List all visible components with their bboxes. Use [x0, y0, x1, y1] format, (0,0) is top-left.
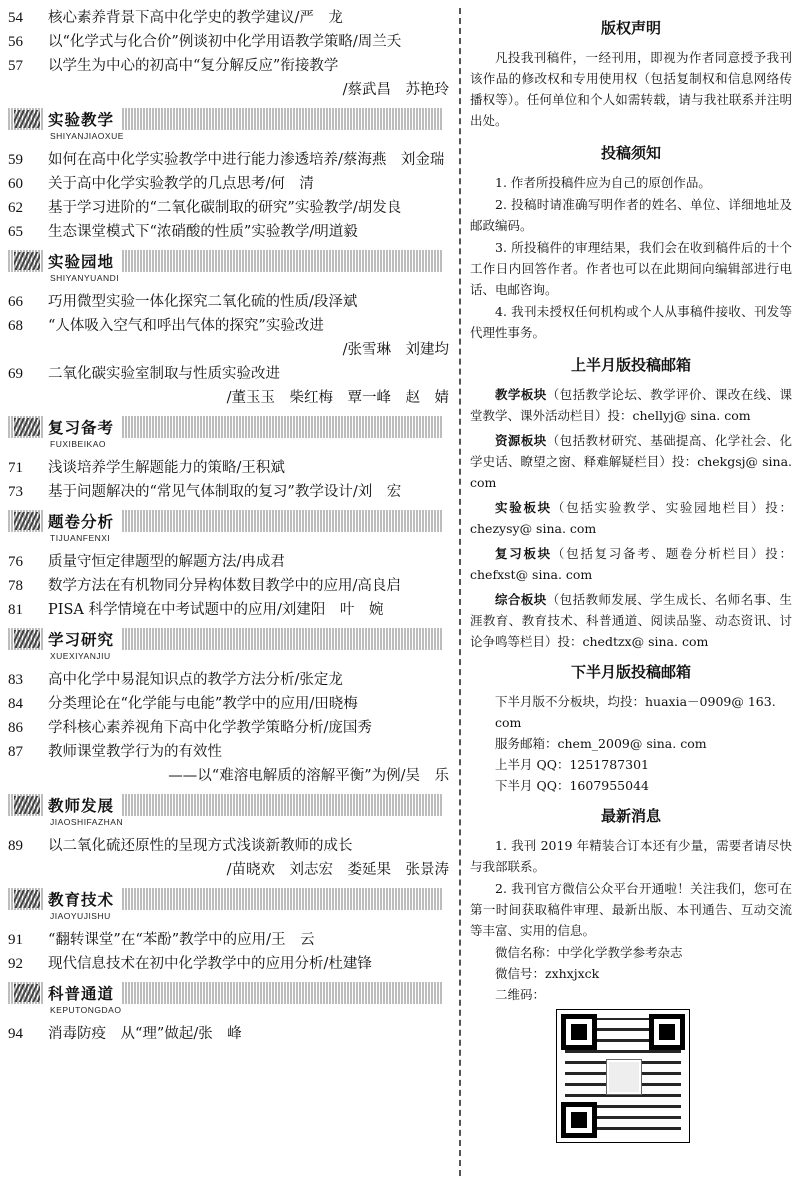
copyright-heading: 版权声明: [600, 19, 661, 37]
section-stripe-icon: [14, 984, 40, 1002]
toc-entry[interactable]: [8, 928, 453, 952]
section-header: [8, 882, 453, 928]
article-title: 质量守恒定律题型的解题方法/冉成君: [48, 554, 285, 570]
mailbox-label: 资源板块: [495, 433, 547, 448]
article-title: 现代信息技术在初中化学教学中的应用分析/杜建锋: [48, 956, 372, 972]
mailbox-entry[interactable]: [470, 589, 792, 652]
qr-code-label: 二维码：: [495, 987, 546, 1002]
article-title: 生态课堂模式下“浓硝酸的性质”实验教学/明道毅: [48, 224, 358, 240]
section-header: [8, 244, 453, 290]
toc-entry[interactable]: [8, 456, 453, 480]
mailbox-entry[interactable]: [470, 497, 792, 539]
article-title: 浅谈培养学生解题能力的策略/王积斌: [48, 460, 285, 476]
submission-notice-heading: 投稿须知: [600, 144, 661, 162]
section-pinyin: SHIYANJIAOXUE: [50, 131, 124, 141]
table-of-contents: [8, 6, 453, 1046]
article-authors: /董玉玉 柴红梅 覃一峰 赵 婧: [226, 390, 449, 406]
qr-finder-icon: [649, 1014, 685, 1050]
toc-entry[interactable]: [8, 952, 453, 976]
section-stripe-icon: [14, 418, 40, 436]
article-title: 教师课堂教学行为的有效性: [48, 744, 222, 760]
article-title: “人体吸入空气和呼出气体的探究”实验改进: [48, 318, 324, 334]
article-title: 如何在高中化学实验教学中进行能力渗透培养/蔡海燕 刘金瑞: [48, 152, 445, 168]
section-title: 教育技术: [44, 888, 122, 910]
notice-item: 3. 所投稿件的审理结果，我们会在收到稿件后的十个工作日内回答作者。作者也可以在此期间向编辑部进行电话、电邮咨询。: [470, 240, 792, 297]
page-number: 73: [8, 484, 23, 500]
page-number: 54: [8, 10, 23, 26]
section-title: 学习研究: [44, 628, 122, 650]
section-pinyin: SHIYANYUANDI: [50, 273, 120, 283]
section-stripe-icon: [14, 252, 40, 270]
section-header: [8, 102, 453, 148]
mailbox-label: 复习板块: [495, 546, 552, 561]
notice-item: 1. 作者所投稿件应为自己的原创作品。: [495, 175, 711, 190]
section-pinyin: KEPUTONGDAO: [50, 1005, 122, 1015]
article-title: 巧用微型实验一体化探究二氧化硫的性质/段泽斌: [48, 294, 358, 310]
page-number: 86: [8, 720, 23, 736]
article-authors: /苗晓欢 刘志宏 娄延果 张景涛: [226, 862, 449, 878]
contact-line[interactable]: 服务邮箱：chem_2009@ sina. com: [495, 736, 707, 751]
contact-line: 下半月 QQ：1607955044: [495, 778, 649, 793]
wechat-name: 微信名称：中学化学教学参考杂志: [495, 945, 683, 960]
notice-item: 4. 我刊未授权任何机构或个人从事稿件接收、刊发等代理性事务。: [470, 304, 792, 340]
article-title: 以二氧化硫还原性的呈现方式浅谈新教师的成长: [48, 838, 353, 854]
qr-code-image[interactable]: [556, 1009, 690, 1143]
page-number: 69: [8, 366, 23, 382]
article-title: 数学方法在有机物同分异构体数目教学中的应用/高良启: [48, 578, 401, 594]
article-title: 消毒防疫 从“理”做起/张 峰: [48, 1026, 242, 1042]
mailbox-text: （包括实验教学、实验园地栏目）投：chezysy@ sina. com: [470, 500, 792, 536]
first-half-mailbox-heading: 上半月版投稿邮箱: [570, 356, 691, 374]
article-title: 学科核心素养视角下高中化学教学策略分析/庞国秀: [48, 720, 372, 736]
toc-entry[interactable]: [8, 692, 453, 716]
page-number: 65: [8, 224, 23, 240]
qr-finder-icon: [561, 1014, 597, 1050]
article-title: 以学生为中心的初高中“复分解反应”衔接教学: [48, 58, 339, 74]
mailbox-text: （包括教师发展、学生成长、名师名事、生涯教育、教育技术、科普通道、阅读品鉴、动态资讯、讨论争鸣等栏目）投：chedtzx@ sina. com: [470, 592, 792, 649]
toc-entry[interactable]: [8, 362, 453, 386]
toc-entry[interactable]: [8, 716, 453, 740]
article-title: 核心素养背景下高中化学史的教学建议/严 龙: [48, 10, 343, 26]
toc-entry[interactable]: [8, 220, 453, 244]
section-pinyin: XUEXIYANJIU: [50, 651, 111, 661]
mailbox-text: （包括教材研究、基础提高、化学社会、化学史话、瞭望之窗、释难解疑栏目）投：chekgsj@ sina. com: [470, 433, 792, 490]
news-heading: 最新消息: [600, 807, 661, 825]
mailbox-entry[interactable]: [470, 543, 792, 585]
toc-entry[interactable]: [8, 598, 453, 622]
toc-entry[interactable]: [8, 668, 453, 692]
section-pinyin: FUXIBEIKAO: [50, 439, 107, 449]
section-stripe-icon: [14, 890, 40, 908]
article-authors: /蔡武昌 苏艳玲: [342, 82, 449, 98]
page-number: 60: [8, 176, 23, 192]
page-number: 76: [8, 554, 23, 570]
section-header: [8, 410, 453, 456]
article-title: 关于高中化学实验教学的几点思考/何 清: [48, 176, 314, 192]
page-number: 68: [8, 318, 23, 334]
article-title: 以“化学式与化合价”例谈初中化学用语教学策略/周兰夭: [48, 34, 402, 50]
news-item: 2. 我刊官方微信公众平台开通啦！关注我们，您可在第一时间获取稿件审理、最新出版、本刊通告、互动交流等丰富、实用的信息。: [470, 881, 792, 938]
article-title: 基于问题解决的“常见气体制取的复习”教学设计/刘 宏: [48, 484, 402, 500]
column-divider: [459, 8, 461, 1176]
wechat-id: 微信号：zxhxjxck: [495, 966, 600, 981]
article-title: “翻转课堂”在“苯酚”教学中的应用/王 云: [48, 932, 315, 948]
toc-entry[interactable]: [8, 172, 453, 196]
page-number: 78: [8, 578, 23, 594]
article-subtitle: ——以“难溶电解质的溶解平衡”为例/吴 乐: [168, 768, 449, 784]
contact-line[interactable]: 下半月版不分板块，均投：huaxia－0909@ 163. com: [495, 694, 776, 730]
article-authors: /张雪琳 刘建均: [342, 342, 449, 358]
mailbox-label: 综合板块: [495, 592, 547, 607]
section-title: 实验园地: [44, 250, 122, 272]
page-number: 59: [8, 152, 23, 168]
toc-entry[interactable]: [8, 196, 453, 220]
page-number: 71: [8, 460, 23, 476]
article-title: PISA 科学情境在中考试题中的应用/刘建阳 叶 婉: [48, 602, 384, 618]
section-title: 科普通道: [44, 982, 122, 1004]
article-title: 高中化学中易混知识点的教学方法分析/张定龙: [48, 672, 343, 688]
news-item: 1. 我刊 2019 年精装合订本还有少量，需要者请尽快与我部联系。: [470, 838, 792, 874]
toc-entry[interactable]: [8, 314, 453, 338]
section-stripe-icon: [14, 110, 40, 128]
section-header: [8, 788, 453, 834]
toc-entry[interactable]: [8, 574, 453, 598]
section-title: 复习备考: [44, 416, 122, 438]
qr-logo-icon: [607, 1060, 641, 1094]
page-number: 57: [8, 58, 23, 74]
toc-entry[interactable]: [8, 6, 453, 30]
section-pinyin: TIJUANFENXI: [50, 533, 111, 543]
toc-entry[interactable]: [8, 480, 453, 504]
page-number: 87: [8, 744, 23, 760]
qr-finder-icon: [561, 1102, 597, 1138]
second-half-mailbox-heading: 下半月版投稿邮箱: [570, 663, 691, 681]
section-pinyin: JIAOSHIFAZHAN: [50, 817, 124, 827]
page-number: 56: [8, 34, 23, 50]
copyright-text: 凡投我刊稿件，一经刊用，即视为作者同意授予我刊该作品的修改权和专用使用权（包括复制权和信息网络传播权等）。任何单位和个人如需转载，请与我社联系并注明出处。: [470, 50, 792, 128]
page-number: 83: [8, 672, 23, 688]
article-title: 基于学习进阶的“二氧化碳制取的研究”实验教学/胡发良: [48, 200, 402, 216]
section-title: 教师发展: [44, 794, 122, 816]
toc-entry[interactable]: [8, 30, 453, 54]
toc-entry[interactable]: [8, 148, 453, 172]
mailbox-label: 教学板块: [495, 387, 547, 402]
section-title: 实验教学: [44, 108, 122, 130]
article-title: 二氧化碳实验室制取与性质实验改进: [48, 366, 280, 382]
page-number: 92: [8, 956, 23, 972]
toc-entry[interactable]: [8, 834, 453, 858]
toc-entry[interactable]: [8, 740, 453, 764]
contact-line: 上半月 QQ：1251787301: [495, 757, 649, 772]
mailbox-text: （包括复习备考、题卷分析栏目）投：chefxst@ sina. com: [470, 546, 792, 582]
section-title: 题卷分析: [44, 510, 122, 532]
section-stripe-icon: [14, 512, 40, 530]
section-header: [8, 976, 453, 1022]
mailbox-entry[interactable]: [470, 384, 792, 426]
section-stripe-icon: [14, 630, 40, 648]
page-number: 66: [8, 294, 23, 310]
page-number: 89: [8, 838, 23, 854]
notice-item: 2. 投稿时请准确写明作者的姓名、单位、详细地址及邮政编码。: [470, 197, 792, 233]
page-number: 81: [8, 602, 23, 618]
toc-entry[interactable]: [8, 1022, 453, 1046]
toc-entry[interactable]: [8, 550, 453, 574]
page-number: 84: [8, 696, 23, 712]
mailbox-label: 实验板块: [495, 500, 552, 515]
sidebar-notices: [470, 14, 792, 1143]
toc-entry[interactable]: [8, 54, 453, 78]
article-title: 分类理论在“化学能与电能”教学中的应用/田晓梅: [48, 696, 358, 712]
mailbox-text: （包括教学论坛、教学评价、课改在线、课堂教学、课外活动栏目）投：chellyj@ sina. com: [470, 387, 792, 423]
page-number: 62: [8, 200, 23, 216]
section-header: [8, 504, 453, 550]
page-number: 94: [8, 1026, 23, 1042]
section-stripe-icon: [14, 796, 40, 814]
page-number: 91: [8, 932, 23, 948]
mailbox-entry[interactable]: [470, 430, 792, 493]
toc-entry[interactable]: [8, 290, 453, 314]
section-header: [8, 622, 453, 668]
section-pinyin: JIAOYUJISHU: [50, 911, 111, 921]
